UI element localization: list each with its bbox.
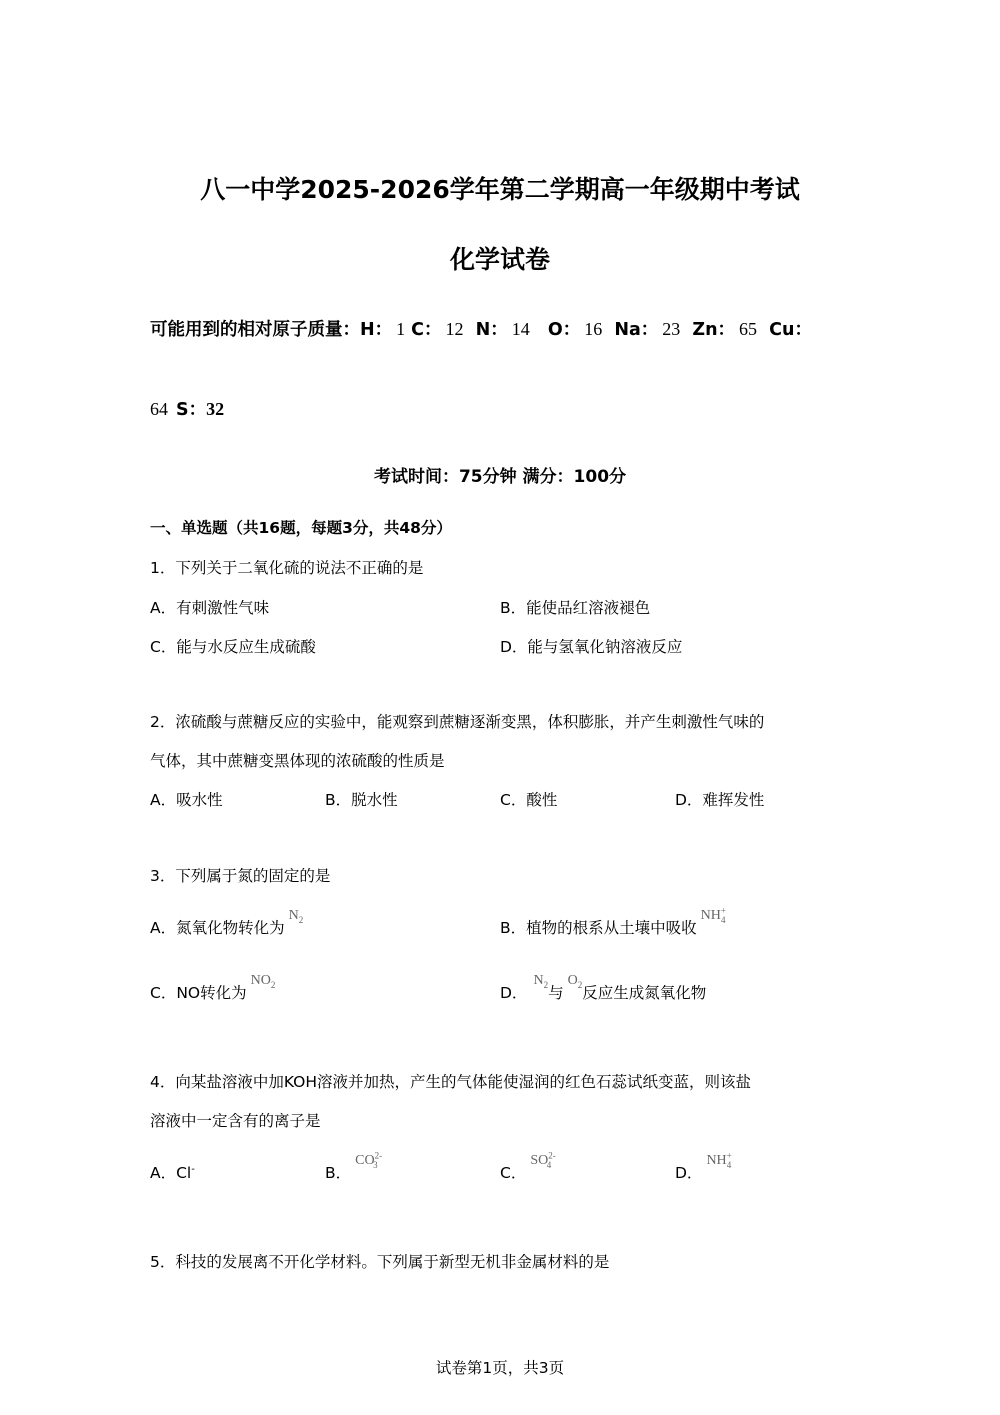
atomic-masses-label: 可能用到的相对原子质量： xyxy=(150,320,360,340)
atomic-c-val: 12 xyxy=(445,319,464,339)
question-2-option-d: D．难挥发性 xyxy=(675,791,765,809)
atomic-n-val: 14 xyxy=(511,319,530,339)
question-4-stem-line1: 4．向某盐溶液中加KOH溶液并加热，产生的气体能使湿润的红色石蕊试纸变蓝，则该盐 xyxy=(150,1073,752,1091)
question-5-stem: 5．科技的发展离不开化学材料。下列属于新型无机非金属材料的是 xyxy=(150,1253,610,1271)
section-heading: 一、单选题（共16题，每题3分，共48分） xyxy=(150,519,452,537)
question-3-option-d: D．$N_2$与$O_2$反应生成氮氧化物 xyxy=(500,973,707,1002)
atomic-s-el: S： xyxy=(176,400,207,420)
atomic-s-val: 32 xyxy=(206,399,225,419)
formula-n2: $N_2$ xyxy=(288,908,304,925)
question-2-option-b: B．脱水性 xyxy=(325,791,398,809)
atomic-cu-el: Cu： xyxy=(769,320,812,340)
question-4-option-a: A．Cl- xyxy=(150,1163,195,1182)
page-footer: 试卷第1页，共3页 xyxy=(435,1359,565,1377)
question-2-option-a: A．吸水性 xyxy=(150,791,223,809)
question-2-stem-line2: 气体，其中蔗糖变黑体现的浓硫酸的性质是 xyxy=(150,752,445,770)
exam-subtitle: 化学试卷 xyxy=(449,245,550,274)
question-3-option-a: A．氮氧化物转化为$N_2$ xyxy=(150,908,304,937)
question-1-option-d: D．能与氢氧化钠溶液反应 xyxy=(500,638,683,656)
question-3-option-c: C．NO转化为$NO_2$ xyxy=(150,973,276,1002)
formula-n2: $N_2$ xyxy=(533,973,549,990)
atomic-o-el: O： xyxy=(547,320,581,340)
atomic-masses-line1 xyxy=(150,316,812,341)
question-4-stem-line2: 溶液中一定含有的离子是 xyxy=(150,1112,321,1130)
formula-o2: $O_2$ xyxy=(567,973,583,990)
exam-title: 八一中学2025-2026学年第二学期高一年级期中考试 xyxy=(200,175,800,204)
question-1-option-c: C．能与水反应生成硫酸 xyxy=(150,638,316,656)
question-1-option-b: B．能使品红溶液褪色 xyxy=(500,599,651,617)
formula-co3: $CO^{2-}_3$ xyxy=(355,1150,383,1170)
question-3-stem: 3．下列属于氮的固定的是 xyxy=(150,867,331,885)
question-2-stem-line1: 2．浓硫酸与蔗糖反应的实验中，能观察到蔗糖逐渐变黑，体积膨胀，并产生刺激性气味的 xyxy=(150,713,765,731)
question-1-stem: 1．下列关于二氧化硫的说法不正确的是 xyxy=(150,559,424,577)
atomic-cu-val: 64 xyxy=(150,399,168,419)
atomic-h-val: 1 xyxy=(396,319,406,339)
question-4-option-c: C．$SO^{2-}_4$ xyxy=(500,1150,556,1182)
atomic-zn-el: Zn： xyxy=(692,320,736,340)
atomic-na-el: Na： xyxy=(614,320,659,340)
question-1-option-a: A．有刺激性气味 xyxy=(150,599,270,617)
formula-so4: $SO^{2-}_4$ xyxy=(530,1150,556,1170)
atomic-n-el: N： xyxy=(475,320,508,340)
atomic-masses-line2 xyxy=(150,396,224,421)
formula-nh4: $NH^+_4$ xyxy=(700,905,726,925)
formula-nh4: $NH^+_4$ xyxy=(706,1150,732,1170)
formula-no2: $NO_2$ xyxy=(250,973,276,990)
question-4-option-b: B．$CO^{2-}_3$ xyxy=(325,1150,383,1182)
exam-info: 考试时间：75分钟 满分：100分 xyxy=(373,467,627,487)
atomic-zn-val: 65 xyxy=(739,319,758,339)
question-4-option-d: D．$NH^+_4$ xyxy=(675,1150,732,1182)
atomic-o-val: 16 xyxy=(584,319,603,339)
atomic-na-val: 23 xyxy=(662,319,681,339)
atomic-h-el: H： xyxy=(360,320,393,340)
question-3-option-b: B．植物的根系从土壤中吸收$NH^+_4$ xyxy=(500,905,726,937)
question-2-option-c: C．酸性 xyxy=(500,791,558,809)
atomic-c-el: C： xyxy=(411,320,442,340)
